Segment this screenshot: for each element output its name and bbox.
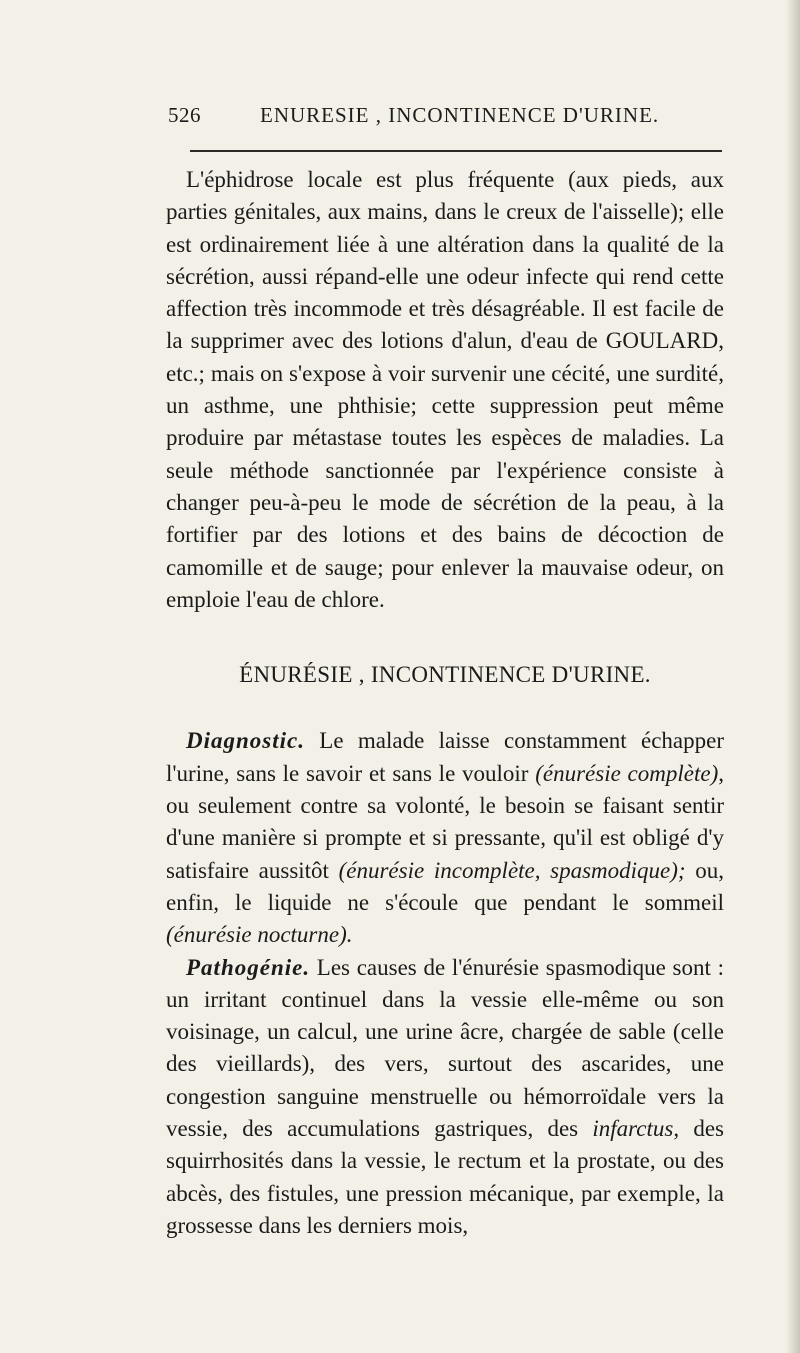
term-infarctus: infarctus — [592, 1116, 674, 1142]
term-enuresie-complete: (énurésie complète) — [535, 760, 719, 786]
page-edge-shadow — [786, 0, 800, 1353]
paragraph-ephidrose: L'éphidrose locale est plus fréquente (aux pieds, aux parties génitales, aux mains, dans le creux de l'aisselle); elle est ordinairement liée à une altération dans la qualité de la sécrétion, aussi répand-elle une odeur infecte qui rend cette affection très incommode et très désagréable. Il est facile de la supprimer avec des lotions d'alun, d'eau de GOULARD, etc.; mais on s'expose à voir survenir une cécité, une surdité, un asthme, une phthisie; cette suppression peut même produire par métastase toutes les espèces de maladies. La seule méthode sanctionnée par l'expérience consiste à changer peu-à-peu le mode de sécrétion de la peau, à la fortifier par des lotions et des bains de décoction de camomille et de sauge; pour enlever la mauvaise odeur, on emploie l'eau de chlore. — [166, 167, 724, 612]
diagnostic-label: Diagnostic. — [186, 728, 305, 754]
pathogenie-label: Pathogénie. — [186, 954, 311, 980]
diagnostic-text-1: Le malade laisse constamment échapper l'urine, sans le savoir et sans le vouloir — [166, 728, 724, 786]
running-title: ENURESIE , INCONTINENCE D'URINE. — [260, 103, 660, 127]
paragraph-diagnostic — [166, 725, 724, 951]
page-number: 526 — [168, 103, 201, 127]
header-rule — [190, 150, 722, 152]
pathogenie-text-1: Les causes de l'énurésie spasmodique sont : un irritant continuel dans la vessie elle-même ou son voisinage, un calcul, une urine âcre, chargée de sable (celle des vieillards), des vers, surtout des ascarides, une congestion sanguine menstruelle ou hémorroïdale vers la vessie, des accumulations gastriques, des — [166, 954, 724, 1142]
term-enuresie-nocturne: (énurésie nocturne). — [166, 922, 353, 948]
body-text — [166, 164, 724, 1242]
diagnostic-text-2: , ou seulement contre sa volonté, le besoin se faisant sentir d'une manière si prompte et si pressante, qu'il est obligé d'y satisfaire aussitôt — [166, 760, 724, 883]
diagnostic-text-3: ou, enfin, le liquide ne s'écoule que pendant le sommeil — [166, 857, 724, 915]
pathogenie-text-2: , des squirrhosités dans la vessie, le rectum et la prostate, ou des abcès, des fistules, une pression mécanique, par exemple, la grossesse dans les derniers mois, — [166, 1116, 724, 1238]
term-enuresie-incomplete: (énurésie incomplète, spasmodique); — [338, 857, 686, 883]
section-heading: ÉNURÉSIE , INCONTINENCE D'URINE. — [239, 662, 651, 688]
paragraph-pathogenie — [166, 952, 724, 1243]
